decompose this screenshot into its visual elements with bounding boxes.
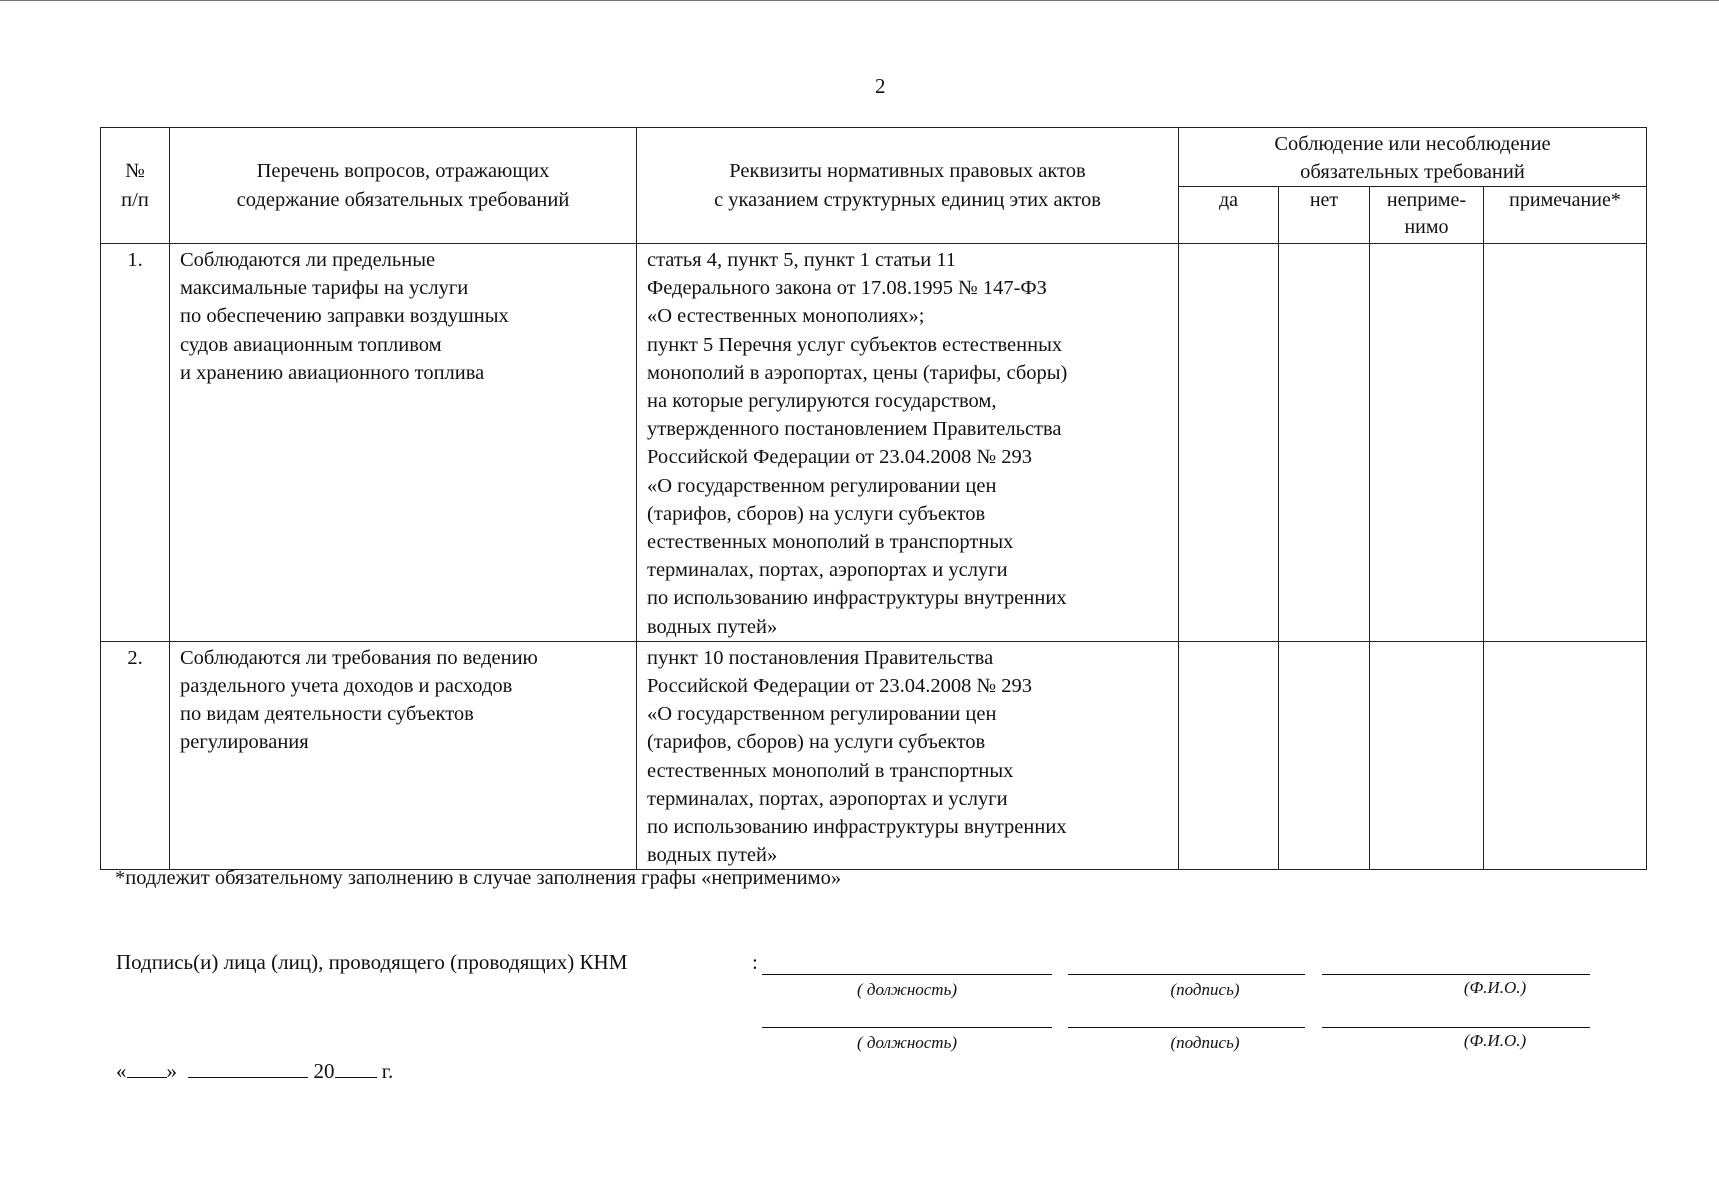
signature-caption-1: (подпись): [1170, 980, 1240, 999]
date-day-field[interactable]: [127, 1059, 167, 1078]
date-open-quote: «: [116, 1059, 127, 1083]
row-legal-acts: статья 4, пункт 5, пункт 1 статьи 11 Федерального закона от 17.08.1995 № 147-ФЗ «О естественных монополиях»; пункт 5 Перечня услуг субъектов естественных монополий в аэропортах, цены (тарифы, сборы) на которые регулируются государством, утвержденного постановлением Правительства Российской Федерации от 23.04.2008 № 293 «О государственном регулировании цен (тарифов, сборов) на услуги субъектов естественных монополий в транспортных терминалах, портах, аэропортах и услуги по использованию инфраструктуры внутренних водных путей»: [637, 244, 1179, 642]
table-row: [101, 244, 1647, 642]
row-yes-cell[interactable]: [1179, 244, 1279, 642]
signature-line-1[interactable]: [1068, 974, 1305, 975]
row-question: Соблюдаются ли требования по ведению раздельного учета доходов и расходов по видам деятельности субъектов регулирования: [170, 641, 637, 870]
date-month-field[interactable]: [188, 1059, 308, 1078]
signature-line-2[interactable]: [1068, 1027, 1305, 1028]
signature-colon: :: [752, 950, 758, 974]
position-caption-1: ( должность): [857, 980, 957, 999]
header-number: № п/п: [101, 128, 170, 244]
date-year-suffix: г.: [381, 1059, 394, 1083]
header-questions: Перечень вопросов, отражающих содержание обязательных требований: [170, 128, 637, 244]
row-no-cell[interactable]: [1279, 244, 1370, 642]
top-border-line: [0, 0, 1719, 1]
name-line-1[interactable]: [1322, 974, 1590, 975]
row-note-cell[interactable]: [1484, 244, 1647, 642]
name-caption-1: (Ф.И.О.): [1463, 978, 1527, 997]
row-yes-cell[interactable]: [1179, 641, 1279, 870]
requirements-table: [100, 127, 1647, 870]
date-year-prefix: 20: [313, 1059, 335, 1083]
header-note: примечание*: [1484, 187, 1647, 244]
footnote: *подлежит обязательному заполнению в случае заполнения графы «неприменимо»: [115, 867, 842, 889]
row-number: 1.: [101, 244, 170, 642]
row-no-cell[interactable]: [1279, 641, 1370, 870]
page-number: 2: [875, 74, 886, 98]
header-legal-acts: Реквизиты нормативных правовых актов с указанием структурных единиц этих актов: [637, 128, 1179, 244]
position-line-1[interactable]: [762, 974, 1052, 975]
signature-label: Подпись(и) лица (лиц), проводящего (проводящих) КНМ: [116, 950, 628, 974]
position-caption-2: ( должность): [857, 1033, 957, 1052]
name-caption-2: (Ф.И.О.): [1463, 1031, 1527, 1050]
date-line: [116, 1059, 393, 1084]
date-close-quote: »: [166, 1059, 177, 1083]
header-compliance-group: Соблюдение или несоблюдение обязательных требований: [1179, 128, 1647, 187]
row-question: Соблюдаются ли предельные максимальные тарифы на услуги по обеспечению заправки воздушных судов авиационным топливом и хранению авиационного топлива: [170, 244, 637, 642]
row-not-applicable-cell[interactable]: [1370, 244, 1484, 642]
position-line-2[interactable]: [762, 1027, 1052, 1028]
header-yes: да: [1179, 187, 1279, 244]
header-no: нет: [1279, 187, 1370, 244]
name-line-2[interactable]: [1322, 1027, 1590, 1028]
row-legal-acts: пункт 10 постановления Правительства Российской Федерации от 23.04.2008 № 293 «О государственном регулировании цен (тарифов, сборов) на услуги субъектов естественных монополий в транспортных терминалах, портах, аэропортах и услуги по использованию инфраструктуры внутренних водных путей»: [637, 641, 1179, 870]
row-number: 2.: [101, 641, 170, 870]
row-note-cell[interactable]: [1484, 641, 1647, 870]
row-not-applicable-cell[interactable]: [1370, 641, 1484, 870]
signature-caption-2: (подпись): [1170, 1033, 1240, 1052]
date-year-field[interactable]: [335, 1059, 377, 1078]
header-not-applicable: неприме- нимо: [1370, 187, 1484, 244]
table-row: [101, 641, 1647, 870]
